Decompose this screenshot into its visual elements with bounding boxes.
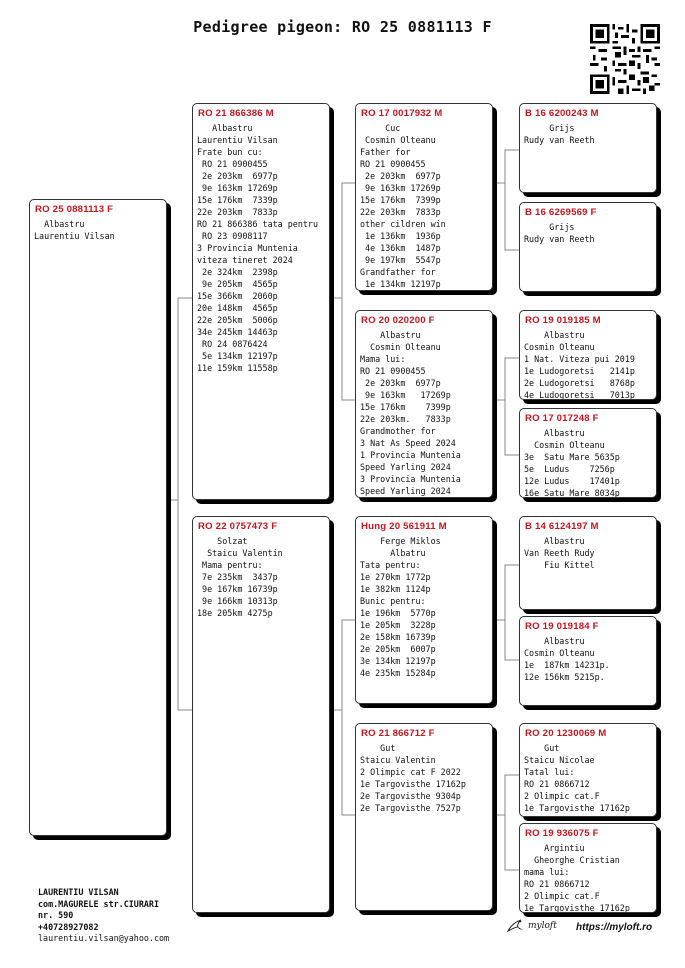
ring-number: B 16 6269569 F (525, 207, 597, 218)
pigeon-details: Ferge Miklos Albatru Tata pentru: 1e 270km 1772p 1e 382km 1124p Bunic pentru: 1e 196km 5770p 1e 205km 3228p 2e 158km 16739p 2e 205km 6007p 3e 134km 12197p 4e 235km 15284p (360, 536, 441, 678)
sire-dam-card[interactable] (355, 310, 493, 498)
ring-number: Hung 20 561911 M (361, 521, 447, 532)
ring-number: RO 17 017248 F (525, 413, 599, 424)
ring-number: RO 21 866712 F (361, 728, 435, 739)
dam-sire-sire-card[interactable] (519, 516, 657, 610)
sire-sire-card[interactable] (355, 103, 493, 291)
pigeon-details: Grijs Rudy van Reeth (524, 123, 595, 145)
dam-sire-card[interactable] (355, 516, 493, 704)
sire-sire-sire-card[interactable] (519, 103, 657, 193)
ring-number: B 14 6124197 M (525, 521, 599, 532)
pigeon-details: Albastru Laurentiu Vilsan Frate bun cu: RO 21 0900455 2e 203km 6977p 9e 163km 17269p 15e 176km 7339p 22e 203km 7833p RO 21 866386 tata pentru RO 23 0908117 3 Provincia Muntenia viteza tineret 2024 2e 324km 2398p 9e 205km 4565p 15e 366km 2060p 20e 148km 4565p 22e 205km 5006p 34e 245km 14463p RO 24 0876424 5e 134km 12197p 11e 159km 11558p (197, 123, 319, 373)
pigeon-details: Cuc Cosmin Olteanu Father for RO 21 0900455 2e 203km 6977p 9e 163km 17269p 15e 176km 7399p 22e 203km 7833p other cildren win 1e 136km 1936p 4e 136km 1487p 9e 197km 5547p Grandfather for 1e 134km 12197p (360, 123, 446, 289)
breeder-address: com.MAGURELE str.CIURARI (38, 898, 160, 909)
sire-dam-dam-card[interactable] (519, 408, 657, 498)
breeder-email: laurentiu.vilsan@yahoo.com (38, 933, 170, 943)
ring-number: RO 19 936075 F (525, 828, 599, 839)
sire-card[interactable] (192, 103, 330, 500)
pigeon-details: Argintiu Gheorghe Cristian mama lui: RO 21 0866712 2 Olimpic cat.F 1e Targovisthe 17162p (524, 843, 630, 913)
ring-number: RO 25 0881113 F (35, 204, 114, 215)
ring-number: RO 21 866386 M (198, 108, 274, 119)
ring-number: RO 20 1230069 M (525, 728, 607, 739)
ring-number: RO 20 020200 F (361, 315, 435, 326)
pigeon-details: Albastru Cosmin Olteanu 1 Nat. Viteza pui 2019 1e Ludogoretsi 2141p 2e Ludogoretsi 8768p 4e Ludogoretsi 7013p (524, 330, 635, 400)
sire-dam-sire-card[interactable] (519, 310, 657, 400)
pigeon-logo-icon (506, 917, 526, 935)
ring-number: RO 22 0757473 F (198, 521, 278, 532)
pigeon-details: Albastru Laurentiu Vilsan (34, 219, 115, 241)
breeder-number: nr. 590 (38, 910, 74, 920)
breeder-phone: +40728927082 (38, 921, 99, 932)
sire-sire-dam-card[interactable] (519, 202, 657, 292)
logo-text: myloft (528, 921, 557, 931)
myloft-logo (506, 917, 557, 935)
dam-sire-dam-card[interactable] (519, 616, 657, 706)
subject-pigeon-card[interactable] (29, 199, 167, 836)
pigeon-details: Albastru Cosmin Olteanu Mama lui: RO 21 0900455 2e 203km 6977p 9e 163km 17269p 15e 176km 7399p 22e 203km. 7833p Grandmother for 3 Nat As Speed 2024 1 Provincia Muntenia Speed Yarling 2024 3 Provincia Muntenia Speed Yarling 2024 (360, 330, 461, 496)
pigeon-details: Gut Staicu Valentin 2 Olimpic cat F 2022 1e Targovisthe 17162p 2e Targovisthe 9304p 2e Targovisthe 7527p (360, 743, 466, 813)
page-title: Pedigree pigeon: RO 25 0881113 F (193, 18, 492, 36)
ring-number: RO 19 019184 F (525, 621, 599, 632)
pigeon-details: Albastru Van Reeth Rudy Fiu Kittel (524, 536, 595, 570)
breeder-name: LAURENTIU VILSAN (38, 887, 119, 897)
ring-number: RO 17 0017932 M (361, 108, 443, 119)
pigeon-details: Albastru Cosmin Olteanu 3e Satu Mare 5635p 5e Ludus 7256p 12e Ludus 17401p 16e Satu Mare 8034p (524, 428, 620, 498)
pigeon-details: Solzat Staicu Valentin Mama pentru: 7e 235km 3437p 9e 167km 16739p 9e 166km 10313p 18e 205km 4275p (197, 536, 283, 618)
dam-dam-sire-card[interactable] (519, 723, 657, 817)
ring-number: B 16 6200243 M (525, 108, 599, 119)
dam-dam-dam-card[interactable] (519, 823, 657, 913)
pigeon-details: Albastru Cosmin Olteanu 1e 187km 14231p. 12e 156km 5215p. (524, 636, 610, 682)
dam-card[interactable] (192, 516, 330, 913)
ring-number: RO 19 019185 M (525, 315, 601, 326)
pigeon-details: Grijs Rudy van Reeth (524, 222, 595, 244)
website-link[interactable]: https://myloft.ro (576, 922, 653, 933)
breeder-info (38, 887, 169, 945)
pigeon-details: Gut Staicu Nicolae Tatal lui: RO 21 0866712 2 Olimpic cat.F 1e Targovisthe 17162p (524, 743, 630, 813)
dam-dam-card[interactable] (355, 723, 493, 911)
